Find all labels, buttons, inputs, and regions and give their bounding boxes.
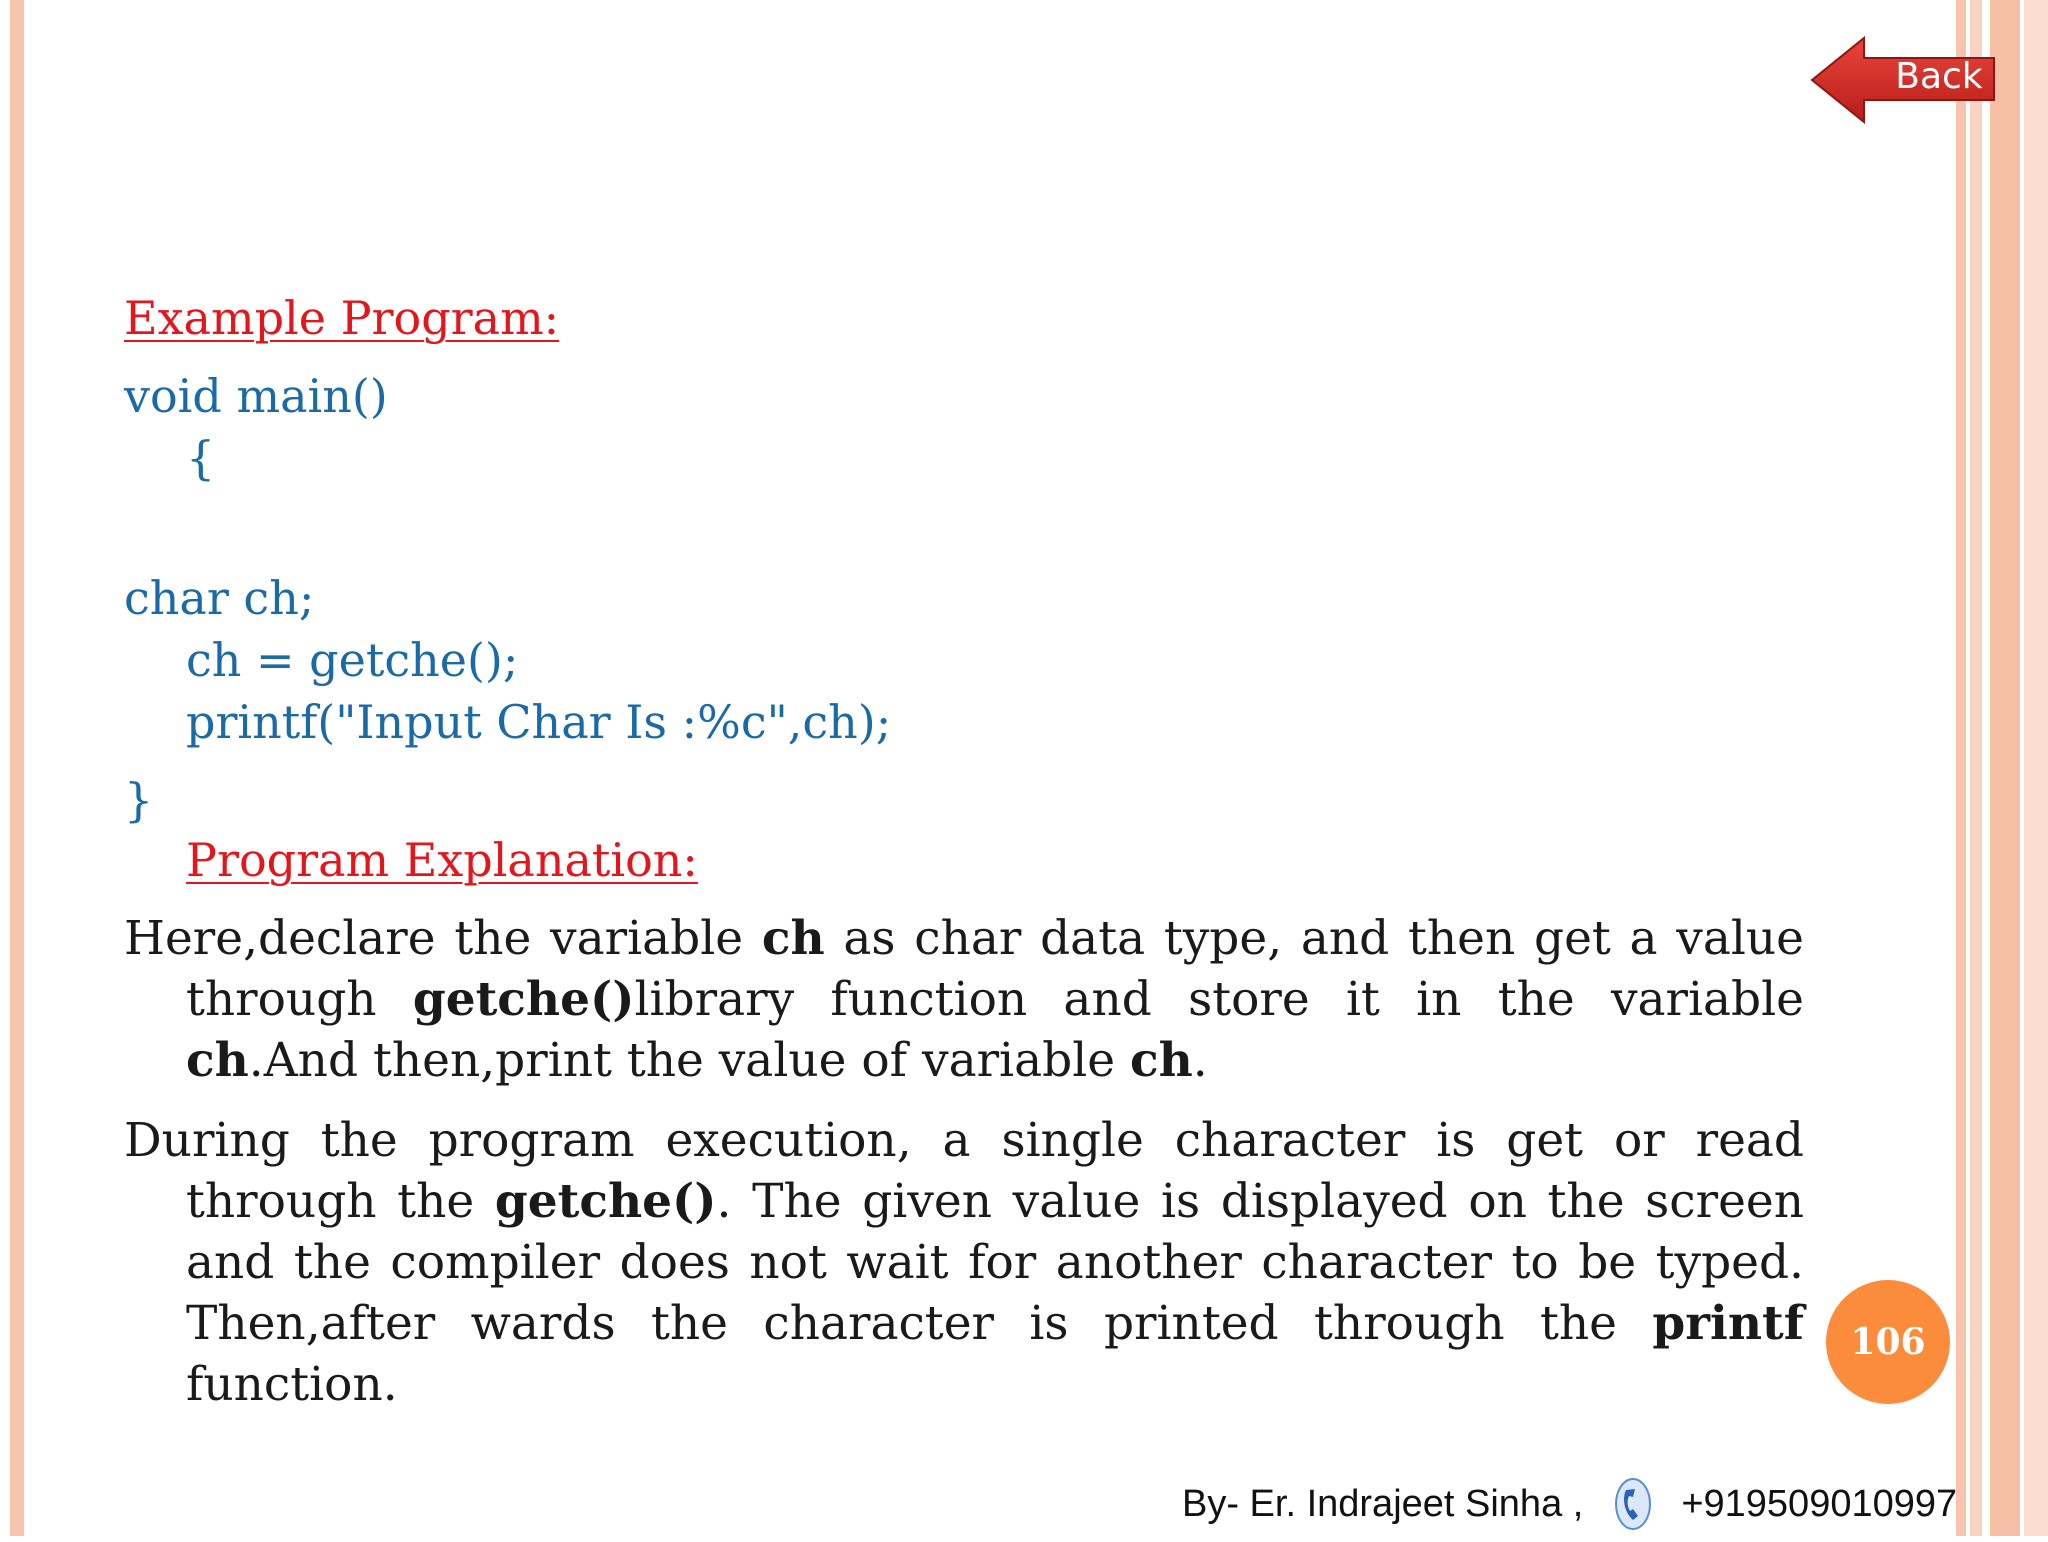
phone-icon (1613, 1476, 1653, 1532)
code-line: { (186, 431, 216, 485)
footer-phone: +919509010997 (1681, 1482, 1958, 1525)
code-line: char ch; (124, 571, 315, 625)
code-line: printf("Input Char Is :%c",ch); (186, 695, 892, 749)
back-button-label: Back (1895, 56, 1983, 97)
example-program-heading: Example Program: (124, 291, 560, 345)
footer-author: By- Er. Indrajeet Sinha , (1182, 1482, 1584, 1525)
explanation-paragraph-2: During the program execution, a single character is get or read through the getche(). The given value is displayed on the screen and the compiler does not wait for another character to be typed. Then,after wards the character is printed through the printf function. (124, 1113, 1804, 1412)
code-line: void main() (124, 369, 388, 423)
code-line: ch = getche(); (186, 633, 519, 687)
code-line: } (124, 773, 154, 827)
footer (1182, 1476, 1957, 1532)
page-number-badge: 106 (1826, 1280, 1950, 1404)
explanation-paragraph-1: Here,declare the variable ch as char data type, and then get a value through getche()library function and store it in the variable ch.And then,print the value of variable ch. (124, 911, 1804, 1088)
program-explanation-heading: Program Explanation: (186, 833, 698, 887)
